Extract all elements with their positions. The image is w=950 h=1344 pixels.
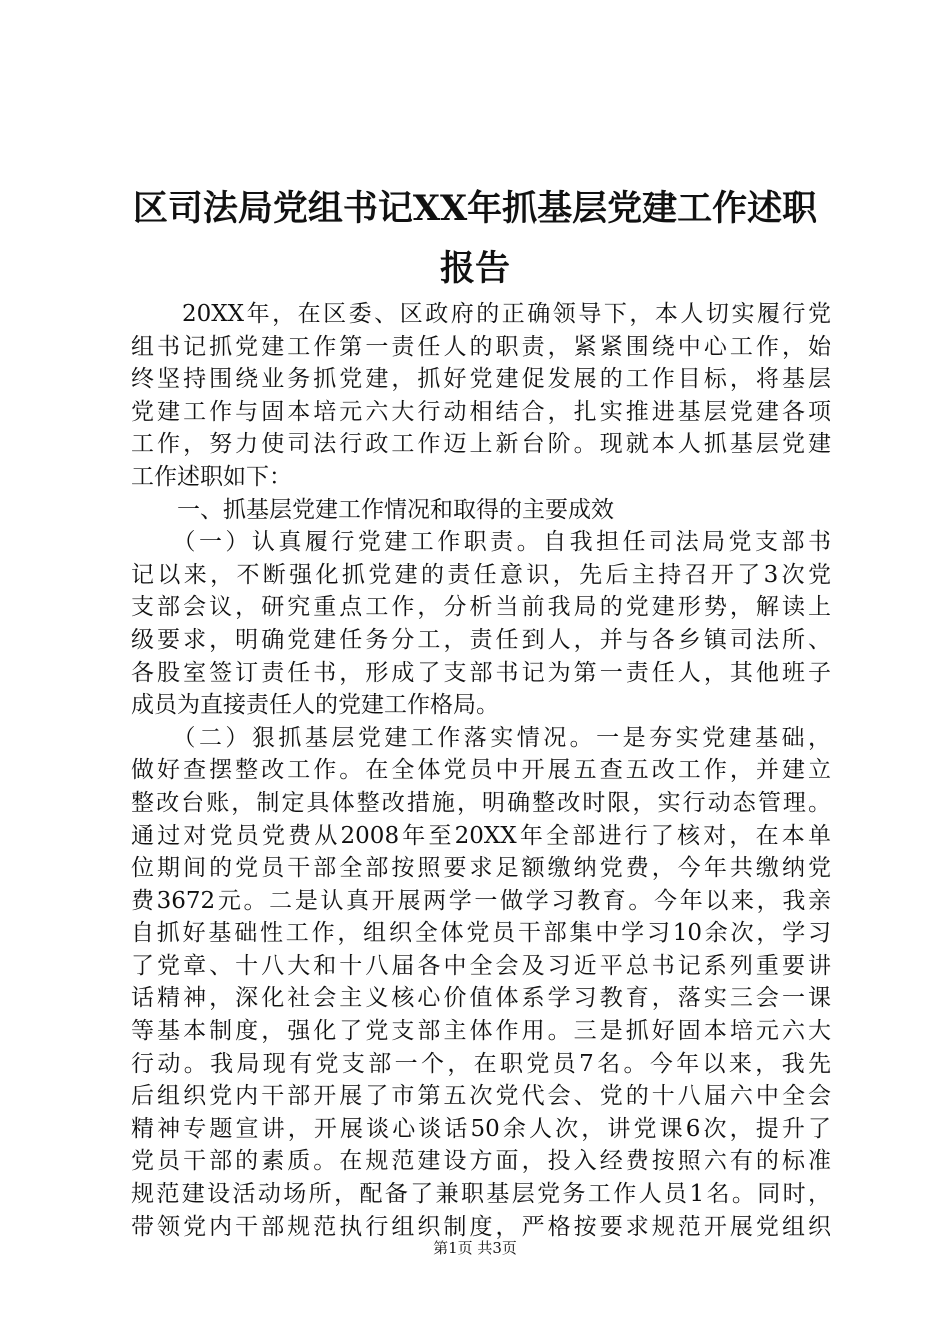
body-line: 自抓好基础性工作，组织全体党员干部集中学习10余次，学习 (131, 920, 831, 947)
body-line: 规范建设活动场所，配备了兼职基层党务工作人员1名。同时， (131, 1181, 831, 1208)
body-line: 了党章、十八大和十八届各中全会及习近平总书记系列重要讲 (131, 952, 831, 979)
body-line: 行动。我局现有党支部一个，在职党员7名。今年以来，我先 (131, 1050, 831, 1077)
body-line: 费3672元。二是认真开展两学一做学习教育。今年以来，我亲 (131, 887, 831, 914)
document-title-line2: 报告 (439, 248, 510, 289)
body-line: 通过对党员党费从2008年至20XX年全部进行了核对，在本单 (131, 822, 831, 849)
page-number: 第1页 共3页 (433, 1239, 517, 1257)
body-line: 工作述职如下： (131, 463, 292, 490)
body-line: （一）认真履行党建工作职责。自我担任司法局党支部书 (131, 529, 831, 556)
body-line: 成员为直接责任人的党建工作格局。 (131, 692, 499, 719)
body-line: 等基本制度，强化了党支部主体作用。三是抓好固本培元六大 (131, 1018, 831, 1045)
body-line: 级要求，明确党建任务分工，责任到人，并与各乡镇司法所、 (131, 626, 831, 653)
body-line: 话精神，深化社会主义核心价值体系学习教育，落实三会一课 (131, 985, 831, 1012)
body-line: 精神专题宣讲，开展谈心谈话50余人次，讲党课6次，提升了 (131, 1115, 831, 1142)
document-body (131, 298, 831, 1243)
body-line: 20XX年，在区委、区政府的正确领导下，本人切实履行党 (131, 301, 831, 327)
body-line: 党建工作与固本培元六大行动相结合，扎实推进基层党建各项 (131, 398, 831, 425)
body-line: 终坚持围绕业务抓党建，抓好党建促发展的工作目标，将基层 (131, 366, 831, 393)
body-line: 各股室签订责任书，形成了支部书记为第一责任人，其他班子 (131, 659, 831, 686)
document-title-line1: 区司法局党组书记XX年抓基层党建工作述职 (132, 188, 818, 229)
body-line: 后组织党内干部开展了市第五次党代会、党的十八届六中全会 (131, 1083, 831, 1110)
body-line: 工作，努力使司法行政工作迈上新台阶。现就本人抓基层党建 (131, 431, 831, 458)
section-heading: 一、抓基层党建工作情况和取得的主要成效 (131, 496, 614, 523)
body-line: 整改台账，制定具体整改措施，明确整改时限，实行动态管理。 (131, 789, 831, 816)
body-line: 带领党内干部规范执行组织制度，严格按要求规范开展党组织 (131, 1213, 831, 1240)
body-line: 记以来，不断强化抓党建的责任意识，先后主持召开了3次党 (131, 561, 831, 588)
body-line: 组书记抓党建工作第一责任人的职责，紧紧围绕中心工作，始 (131, 333, 831, 360)
body-line: 做好查摆整改工作。在全体党员中开展五查五改工作，并建立 (131, 757, 831, 784)
body-line: （二）狠抓基层党建工作落实情况。一是夯实党建基础， (131, 724, 831, 751)
body-line: 党员干部的素质。在规范建设方面，投入经费按照六有的标准 (131, 1148, 831, 1175)
body-line: 支部会议，研究重点工作，分析当前我局的党建形势，解读上 (131, 594, 831, 621)
body-line: 位期间的党员干部全部按照要求足额缴纳党费，今年共缴纳党 (131, 855, 831, 882)
